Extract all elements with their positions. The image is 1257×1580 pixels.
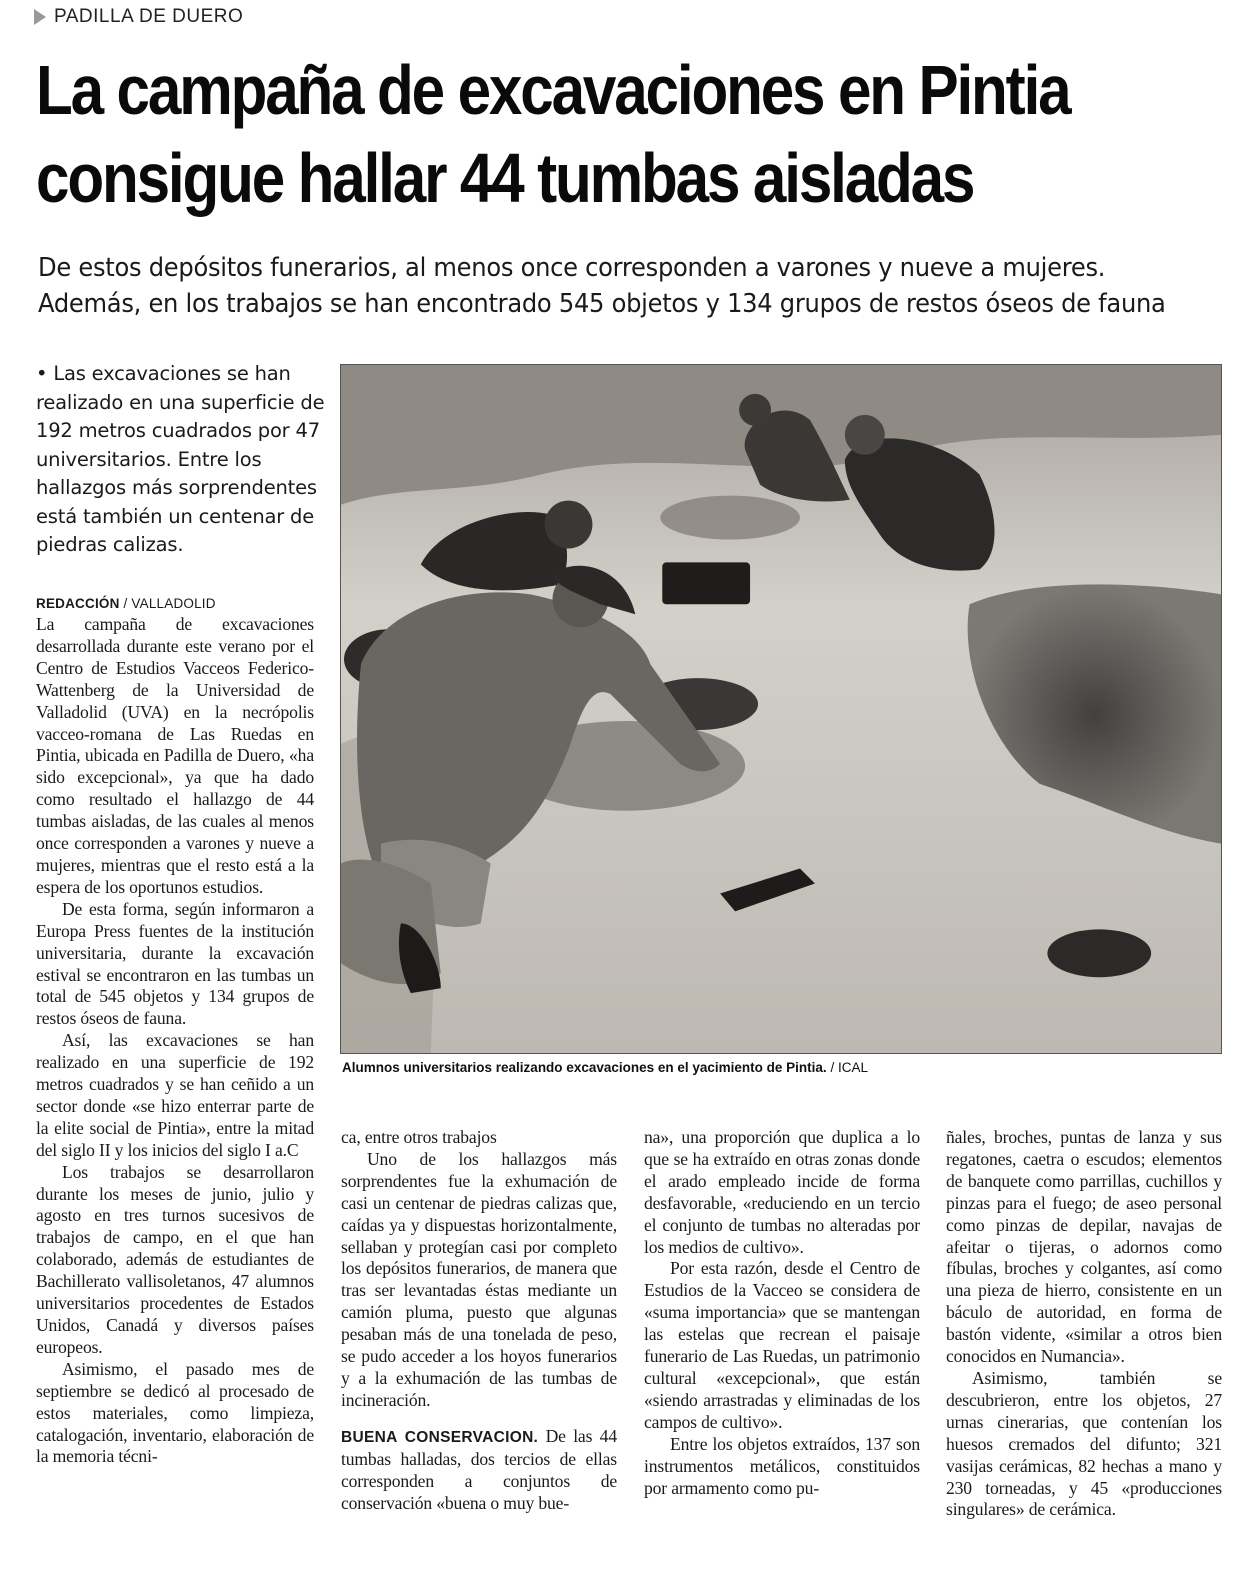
photo-caption <box>342 1060 1222 1075</box>
headline-line-1: La campaña de excavaciones en Pintia <box>36 51 1070 129</box>
column-2-paragraph-3-text: De las 44 tumbas halladas, dos tercios de ellas corresponden a conjuntos de conservación «buena o muy bue- <box>341 1425 617 1513</box>
column-3-paragraph-3: Entre los objetos extraídos, 137 son instrumentos metálicos, constituidos por armamento como pu- <box>644 1433 920 1498</box>
subheadline-line-2: Además, en los trabajos se han encontrado 545 objetos y 134 grupos de restos óseos de fauna <box>38 289 1166 319</box>
lead-summary-text: Las excavaciones se han realizado en una superficie de 192 metros cuadrados por 47 universitarios. Entre los hallazgos más sorprendentes está también un centenar de piedras calizas. <box>36 362 325 556</box>
section-arrow-icon <box>34 9 46 25</box>
article-column-4 <box>946 1127 1222 1577</box>
headline-line-2: consigue hallar 44 tumbas aisladas <box>36 139 974 217</box>
section-label <box>34 6 243 28</box>
byline <box>36 594 314 614</box>
column-4-paragraph-2: Asimismo, también se descubrieron, entre los objetos, 27 urnas cinerarias, que contenían los huesos cremados del difunto; 321 vasijas cerámicas, 82 hechas a mano y 230 torneadas, y 45 «producciones singulares» de cerámica. <box>946 1367 1222 1520</box>
article-column-3 <box>644 1127 920 1577</box>
column-1-paragraph-3: Así, las excavaciones se han realizado en una superficie de 192 metros cuadrados y se han ceñido a un sector donde «se hizo enterrar parte de la elite social de Pintia», entre la mitad del siglo II y los inicios del siglo I a.C <box>36 1030 314 1160</box>
byline-agency: REDACCIÓN <box>36 596 120 611</box>
column-4-paragraph-1: ñales, broches, puntas de lanza y sus regatones, caetra o escudos; elementos de banquete como parrillas, cuchillos y pinzas para el fuego; de aseo personal como pinzas de depilar, navajas de afeitar o tijeras, o adornos como fíbulas, broches y colgantes, así como una pieza de hierro, consistente en un báculo de autoridad, en forma de bastón vidente, «similar a otros bien conocidos en Numancia». <box>946 1127 1222 1367</box>
column-3-paragraph-1: na», una proporción que duplica a lo que se ha extraído en otras zonas donde el arado empleado incide de forma desfavorable, «reduciendo en un tercio el conjunto de tumbas no alteradas por los medios de cultivo». <box>644 1127 920 1257</box>
byline-city: VALLADOLID <box>131 596 216 611</box>
column-1-paragraph-2: De esta forma, según informaron a Europa Press fuentes de la institución universitaria, durante la excavación estival se encontraron en las tumbas un total de 545 objetos y 134 grupos de restos óseos de fauna. <box>36 898 314 1029</box>
column-2-paragraph-1: ca, entre otros trabajos <box>341 1127 497 1147</box>
column-2-paragraph-2: Uno de los hallazgos más sorprendentes fue la exhumación de casi un centenar de piedras calizas que, caídas ya y dispuestas horizontalmente, sellaban y protegían casi por completo los depósitos funerarios, de manera que tras ser levantadas éstas mediante un camión pluma, puesto que algunas pesaban más de una tonelada de peso, se pudo acceder a los hoyos funerarios y a la exhumación de las tumbas de incineración. <box>341 1148 617 1410</box>
column-1-paragraph-1: La campaña de excavaciones desarrollada durante este verano por el Centro de Estudios Vacceos Federico-Wattenberg de la Universidad de Valladolid (UVA) en la necrópolis vacceo-romana de Las Ruedas en Pintia, ubicada en Padilla de Duero, «ha sido excepcional», ya que ha dado como resultado el hallazgo de 44 tumbas aisladas, de las cuales al menos once corresponden a varones y nueve a mujeres, mientras que el resto está a la espera de los oportunos estudios. <box>36 614 314 897</box>
byline-separator: / <box>119 596 132 611</box>
section-label-text: PADILLA DE DUERO <box>54 6 244 27</box>
column-1-paragraph-4: Los trabajos se desarrollaron durante los meses de junio, julio y agosto en tres turnos sucesivos de trabajos de campo, en el que han colaborado, además de estudiantes de Bachillerato vallisoletanos, 47 alumnos universitarios procedentes de Estados Unidos, Canadá y diversos países europeos. <box>36 1161 314 1357</box>
column-2-paragraph-3 <box>341 1426 617 1515</box>
headline <box>36 46 1068 222</box>
bullet-icon: • <box>36 362 48 385</box>
photo-caption-text: Alumnos universitarios realizando excavaciones en el yacimiento de Pintia. <box>342 1060 827 1075</box>
lead-summary <box>36 360 336 560</box>
photo-credit: / ICAL <box>826 1060 868 1075</box>
section-subheading: BUENA CONSERVACION. <box>341 1428 539 1446</box>
article-column-2 <box>341 1127 617 1577</box>
subheadline-line-1: De estos depósitos funerarios, al menos once corresponden a varones y nueve a mujeres. <box>38 253 1106 283</box>
subheadline <box>38 250 1166 322</box>
excavation-photo-image <box>341 365 1221 1053</box>
article-column-1 <box>36 594 314 1574</box>
column-3-paragraph-2: Por esta razón, desde el Centro de Estudios de la Vacceo se considera de «suma importancia» que se mantengan las estelas que recrean el paisaje funerario de Las Ruedas, un patrimonio cultural «excepcional», que están «siendo arrastradas y eliminadas de los campos de cultivo». <box>644 1258 920 1432</box>
excavation-photo <box>340 364 1222 1054</box>
column-1-paragraph-5: Asimismo, el pasado mes de septiembre se dedicó al procesado de estos materiales, como limpieza, catalogación, inventario, elaboración de la memoria técni- <box>36 1358 314 1467</box>
